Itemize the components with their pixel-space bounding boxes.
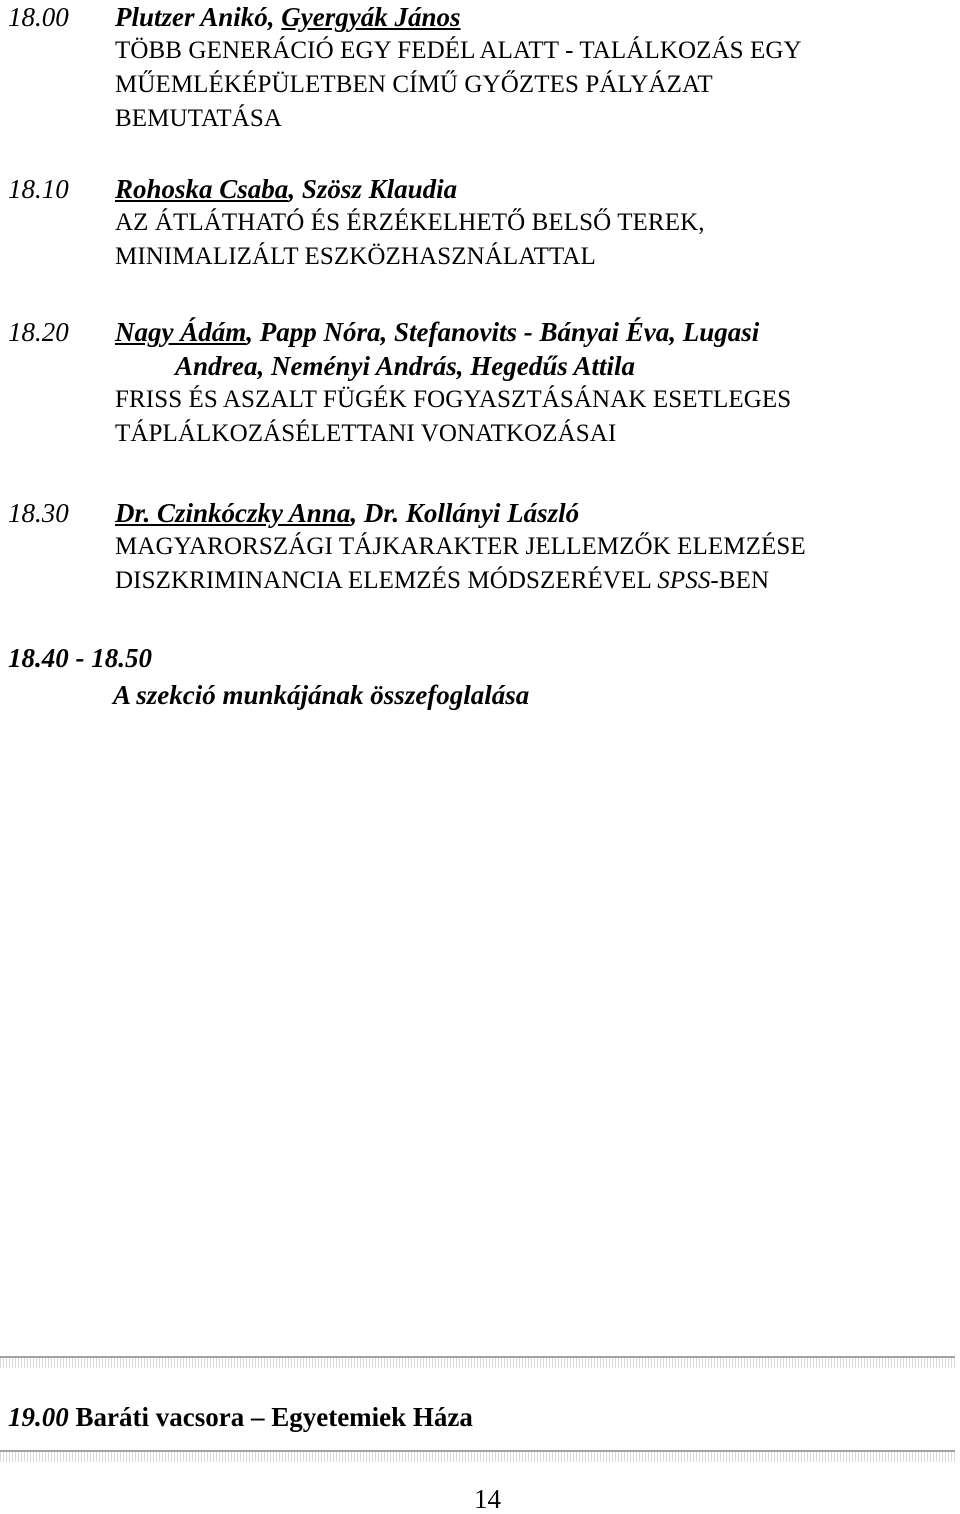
entry-authors-continued: Andrea, Neményi András, Hegedűs Attila <box>175 351 636 381</box>
title-part: -BEN <box>710 567 770 594</box>
entry-title-line: TÁPLÁLKOZÁSÉLETTANI VONATKOZÁSAI <box>115 420 617 447</box>
presenting-author-name: Rohoska Csaba <box>115 174 289 204</box>
entry-authors <box>115 315 960 349</box>
co-author-names: , Papp Nóra, Stefanovits - Bányai Éva, Lugasi <box>246 317 760 347</box>
entry-title-line: BEMUTATÁSA <box>115 105 283 132</box>
entry-content <box>115 496 960 598</box>
footer-divider <box>0 1450 955 1462</box>
entry-title-line: FRISS ÉS ASZALT FÜGÉK FOGYASZTÁSÁNAK ESETLEGES <box>115 386 792 413</box>
entry-content <box>115 0 960 136</box>
entry-authors <box>115 172 960 206</box>
entry-authors <box>115 496 960 530</box>
presenting-author-name: Nagy Ádám <box>115 317 247 347</box>
presenting-author-name: Gyergyák János <box>281 2 461 32</box>
entry-content <box>115 315 960 451</box>
summary-text: A szekció munkájának összefoglalása <box>113 680 530 710</box>
entry-title-line: MINIMALIZÁLT ESZKÖZHASZNÁLATTAL <box>115 243 596 270</box>
title-part: DISZKRIMINANCIA ELEMZÉS MÓDSZERÉVEL <box>115 567 658 594</box>
dinner-time: 19.00 <box>8 1402 69 1432</box>
entry-time: 18.20 <box>8 317 69 347</box>
presenting-author-name: Dr. Czinkóczky Anna <box>115 498 351 528</box>
summary-time: 18.40 - 18.50 <box>8 643 152 673</box>
entry-title-line: MAGYARORSZÁGI TÁJKARAKTER JELLEMZŐK ELEMZÉSE <box>115 533 806 560</box>
entry-time: 18.30 <box>8 498 69 528</box>
entry-title-line <box>115 564 960 598</box>
page-number: 14 <box>474 1484 501 1514</box>
title-part-software: SPSS <box>657 567 711 594</box>
entry-title-line: AZ ÁTLÁTHATÓ ÉS ÉRZÉKELHETŐ BELSŐ TEREK, <box>115 209 705 236</box>
section-divider <box>0 1356 955 1368</box>
co-author-names: , Dr. Kollányi László <box>350 498 580 528</box>
entry-content <box>115 172 960 274</box>
entry-time: 18.10 <box>8 174 69 204</box>
co-author-names: , Szösz Klaudia <box>288 174 458 204</box>
author-name: Plutzer Anikó <box>115 2 268 32</box>
author-separator: , <box>267 2 282 32</box>
dinner-entry <box>8 1400 473 1434</box>
dinner-text: Baráti vacsora – Egyetemiek Háza <box>68 1402 473 1432</box>
entry-authors <box>115 0 960 34</box>
entry-title-line: TÖBB GENERÁCIÓ EGY FEDÉL ALATT - TALÁLKOZÁS EGY <box>115 37 802 64</box>
entry-time: 18.00 <box>8 2 69 32</box>
entry-title-line: MŰEMLÉKÉPÜLETBEN CÍMŰ GYŐZTES PÁLYÁZAT <box>115 71 713 98</box>
